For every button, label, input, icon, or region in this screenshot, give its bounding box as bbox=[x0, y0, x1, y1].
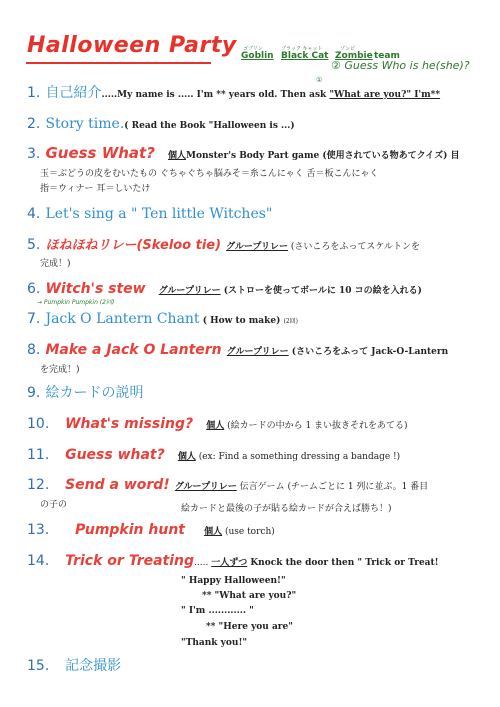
item-text: (ex: Find a something dressing a bandage !) bbox=[195, 452, 401, 462]
item-mode: 個人 bbox=[168, 151, 187, 161]
list-item-8 bbox=[27, 339, 448, 358]
handwritten-mark: ① bbox=[316, 76, 323, 84]
dialog-line-5: "Thank you!" bbox=[181, 638, 248, 648]
item-title: Story time. bbox=[45, 116, 125, 132]
item-text: .....My name is ..... I'm ** years old. Then ask bbox=[101, 90, 330, 100]
item-text: (絵カードの中から 1 まい抜きそれをあてる) bbox=[224, 421, 408, 431]
list-item-9 bbox=[27, 382, 143, 402]
item-title: Trick or Treating bbox=[65, 553, 195, 569]
item-mode: グループリレー bbox=[226, 347, 289, 357]
item-number: 13. bbox=[27, 522, 50, 538]
list-item-14 bbox=[27, 550, 439, 569]
item-mode: 個人 bbox=[206, 421, 225, 431]
item-number: 5. bbox=[27, 237, 41, 253]
item-text: ( How to make) bbox=[199, 316, 284, 326]
item-text: Knock the door then " Trick or Treat! bbox=[247, 558, 439, 568]
item-text: Monster's Body Part game (使用されている物あてクイズ) 目 bbox=[186, 151, 460, 161]
item-title: Send a word! bbox=[65, 477, 170, 493]
list-item-7 bbox=[27, 308, 298, 327]
item-mode: 個人 bbox=[204, 527, 223, 537]
item-text: ( Read the Book "Halloween is ...) bbox=[124, 121, 295, 131]
black-cat-ruby: ブラック キャット bbox=[281, 46, 323, 52]
item-text: 伝言ゲーム (チームごとに 1 列に並ぶ。1 番目 bbox=[236, 482, 429, 492]
item-number: 14. bbox=[27, 553, 50, 569]
item-text: (さいころをふってスケルトンを bbox=[288, 242, 420, 252]
team-zombie: Zombie bbox=[335, 51, 373, 61]
item-title: 自己紹介 bbox=[45, 85, 102, 101]
list-item-5 bbox=[27, 234, 420, 253]
document-title: Halloween Party bbox=[27, 33, 237, 58]
list-item-1 bbox=[27, 82, 440, 102]
item-text-2: "What are you?" I'm** bbox=[329, 90, 441, 100]
dialog-line-2: ** "What are you?" bbox=[202, 591, 297, 601]
item-number: 3. bbox=[27, 146, 41, 162]
item-title: ほねほねリレー(Skeloo tie) bbox=[45, 238, 222, 253]
item-8-line-2: を完成！) bbox=[40, 365, 80, 375]
item-3-line-3: 指＝ウィナー 耳＝しいたけ bbox=[40, 184, 151, 194]
item-mode: グループリレー bbox=[226, 242, 289, 252]
item-title: 記念撮影 bbox=[65, 658, 122, 674]
item-number: 2. bbox=[27, 116, 41, 132]
item-12-line-2a: の子の bbox=[40, 500, 68, 510]
list-item-13 bbox=[27, 519, 275, 538]
list-item-3 bbox=[27, 143, 459, 162]
item-text: (use torch) bbox=[222, 527, 275, 537]
item-number: 15. bbox=[27, 658, 50, 674]
dialog-line-3: " I'm ............ " bbox=[181, 606, 254, 616]
item-mode: 一人ずつ bbox=[211, 558, 248, 568]
item-text: (さいころをふって Jack-O-Lantern bbox=[288, 347, 449, 357]
item-number: 6. bbox=[27, 281, 41, 297]
team-goblin: Goblin bbox=[241, 51, 274, 61]
item-number: 12. bbox=[27, 477, 50, 493]
item-number: 10. bbox=[27, 416, 50, 432]
item-title: Guess what? bbox=[65, 447, 165, 463]
goblin-ruby: ゴブリン bbox=[243, 46, 263, 52]
list-item-4 bbox=[27, 203, 272, 222]
item-12-line-2b: 絵カードと最後の子が貼る絵カードが合えば勝ち！) bbox=[181, 504, 392, 514]
item-text: (ストローを使ってボールに 10 コの絵を入れる) bbox=[220, 286, 422, 296]
list-item-2 bbox=[27, 113, 295, 132]
list-item-12 bbox=[27, 474, 428, 493]
item-extra: (2回) bbox=[283, 318, 298, 325]
item-title: Jack O Lantern Chant bbox=[45, 311, 200, 327]
item-title: Make a Jack O Lantern bbox=[45, 342, 222, 358]
item-mode: グループリレー bbox=[174, 482, 237, 492]
item-title: 絵カードの説明 bbox=[45, 385, 144, 401]
item-mode: 個人 bbox=[177, 452, 196, 462]
item-3-line-2: 玉＝ぶどうの皮をむいたもの ぐちゃぐちゃ脳みそ＝糸こんにゃく 舌＝板こんにゃく bbox=[40, 169, 379, 179]
item-title: Witch's stew bbox=[45, 281, 146, 297]
item-5-line-2: 完成！) bbox=[40, 259, 71, 269]
item-number: 9. bbox=[27, 385, 41, 401]
title-underline bbox=[26, 62, 211, 64]
zombie-ruby: ゾンビ bbox=[340, 46, 356, 52]
list-item-11 bbox=[27, 444, 400, 463]
item-dots: ..... bbox=[194, 558, 212, 568]
list-item-10 bbox=[27, 413, 408, 432]
team-label: team bbox=[374, 51, 400, 61]
item-title: What's missing? bbox=[65, 416, 194, 432]
item-title: Guess What? bbox=[45, 144, 155, 162]
item-number: 4. bbox=[27, 206, 41, 222]
item-number: 1. bbox=[27, 85, 41, 101]
dialog-line-4: ** "Here you are" bbox=[206, 622, 293, 632]
list-item-6 bbox=[27, 278, 422, 297]
item-number: 8. bbox=[27, 342, 41, 358]
handwritten-note: ② Guess Who is he(she)? bbox=[331, 59, 470, 72]
handwritten-pumpkin-note: → Pumpkin Pumpkin (2回) bbox=[37, 299, 115, 306]
item-title: Pumpkin hunt bbox=[75, 522, 185, 538]
item-number: 7. bbox=[27, 311, 41, 327]
item-title: Let's sing a " Ten little Witches" bbox=[45, 206, 273, 222]
dialog-line-1: " Happy Halloween!" bbox=[181, 576, 286, 586]
item-number: 11. bbox=[27, 447, 50, 463]
list-item-15 bbox=[27, 655, 121, 675]
team-black-cat: Black Cat bbox=[281, 51, 329, 61]
item-mode: グループリレー bbox=[158, 286, 221, 296]
